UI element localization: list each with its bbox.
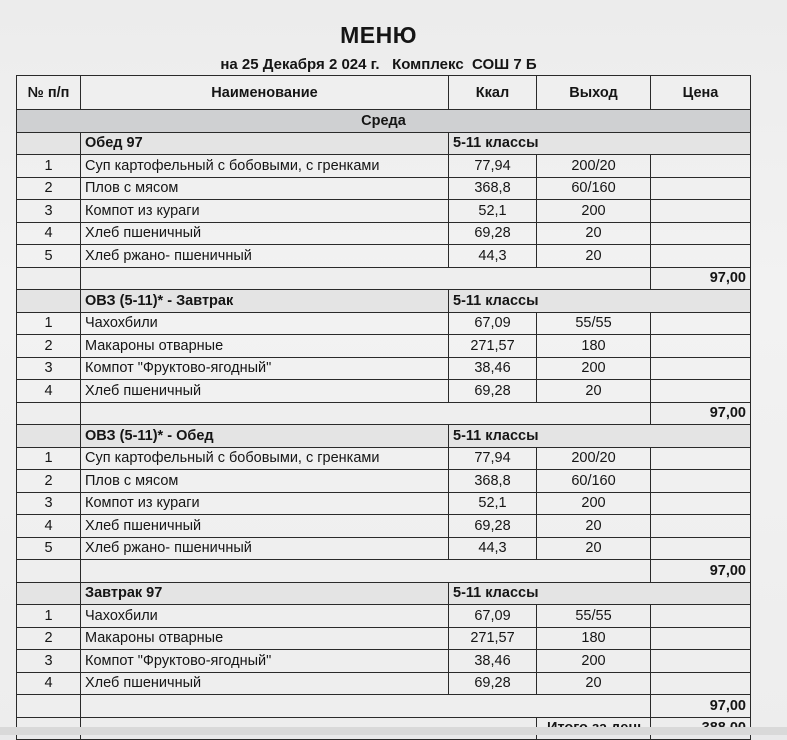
item-name: Хлеб ржано- пшеничный bbox=[81, 245, 449, 268]
page-subtitle: на 25 Декабря 2 024 г. Комплекс СОШ 7 Б bbox=[220, 56, 537, 73]
item-kcal: 67,09 bbox=[449, 312, 537, 335]
item-num: 3 bbox=[17, 650, 81, 673]
section-total-row bbox=[17, 402, 751, 425]
item-yield: 180 bbox=[537, 335, 651, 358]
item-price bbox=[651, 605, 751, 628]
table-row bbox=[17, 627, 751, 650]
item-price bbox=[651, 380, 751, 403]
table-row bbox=[17, 335, 751, 358]
item-name: Хлеб ржано- пшеничный bbox=[81, 537, 449, 560]
item-num: 4 bbox=[17, 222, 81, 245]
item-num: 2 bbox=[17, 177, 81, 200]
item-yield: 200 bbox=[537, 492, 651, 515]
table-row bbox=[17, 245, 751, 268]
section-num-empty bbox=[17, 425, 81, 448]
total-empty-name bbox=[81, 695, 651, 718]
item-num: 1 bbox=[17, 155, 81, 178]
item-price bbox=[651, 447, 751, 470]
section-num-empty bbox=[17, 132, 81, 155]
total-empty-num bbox=[17, 267, 81, 290]
item-yield: 20 bbox=[537, 672, 651, 695]
section-total: 97,00 bbox=[651, 267, 751, 290]
item-yield: 200 bbox=[537, 357, 651, 380]
section-total: 97,00 bbox=[651, 560, 751, 583]
item-name: Хлеб пшеничный bbox=[81, 672, 449, 695]
table-row bbox=[17, 200, 751, 223]
total-empty-name bbox=[81, 560, 651, 583]
total-empty-name bbox=[81, 267, 651, 290]
item-kcal: 44,3 bbox=[449, 245, 537, 268]
item-price bbox=[651, 312, 751, 335]
total-empty-num bbox=[17, 402, 81, 425]
item-name: Компот из кураги bbox=[81, 492, 449, 515]
item-kcal: 38,46 bbox=[449, 357, 537, 380]
item-name: Макароны отварные bbox=[81, 627, 449, 650]
item-kcal: 67,09 bbox=[449, 605, 537, 628]
table-row bbox=[17, 177, 751, 200]
item-kcal: 69,28 bbox=[449, 380, 537, 403]
section-total-row bbox=[17, 560, 751, 583]
total-empty-name bbox=[81, 402, 651, 425]
table-row bbox=[17, 605, 751, 628]
item-price bbox=[651, 177, 751, 200]
table-row bbox=[17, 672, 751, 695]
item-num: 3 bbox=[17, 357, 81, 380]
item-num: 2 bbox=[17, 470, 81, 493]
item-price bbox=[651, 470, 751, 493]
item-kcal: 77,94 bbox=[449, 447, 537, 470]
table-row bbox=[17, 222, 751, 245]
item-num: 1 bbox=[17, 447, 81, 470]
item-yield: 20 bbox=[537, 537, 651, 560]
section-total: 97,00 bbox=[651, 402, 751, 425]
item-num: 4 bbox=[17, 380, 81, 403]
item-num: 3 bbox=[17, 492, 81, 515]
item-kcal: 52,1 bbox=[449, 200, 537, 223]
item-kcal: 77,94 bbox=[449, 155, 537, 178]
table-row bbox=[17, 537, 751, 560]
item-price bbox=[651, 222, 751, 245]
day-row bbox=[17, 110, 751, 133]
item-yield: 20 bbox=[537, 222, 651, 245]
item-name: Чахохбили bbox=[81, 312, 449, 335]
item-yield: 55/55 bbox=[537, 312, 651, 335]
item-yield: 180 bbox=[537, 627, 651, 650]
table-header-row bbox=[17, 76, 751, 110]
item-name: Хлеб пшеничный bbox=[81, 380, 449, 403]
section-num-empty bbox=[17, 582, 81, 605]
header-name: Наименование bbox=[81, 76, 449, 110]
total-empty-num bbox=[17, 560, 81, 583]
section-header-row bbox=[17, 290, 751, 313]
item-name: Плов с мясом bbox=[81, 470, 449, 493]
item-yield: 20 bbox=[537, 380, 651, 403]
table-row bbox=[17, 515, 751, 538]
section-grade: 5-11 классы bbox=[449, 425, 751, 448]
item-num: 5 bbox=[17, 537, 81, 560]
item-price bbox=[651, 245, 751, 268]
item-yield: 20 bbox=[537, 245, 651, 268]
item-name: Хлеб пшеничный bbox=[81, 515, 449, 538]
item-kcal: 52,1 bbox=[449, 492, 537, 515]
section-grade: 5-11 классы bbox=[449, 290, 751, 313]
section-grade: 5-11 классы bbox=[449, 582, 751, 605]
menu-body bbox=[17, 110, 751, 740]
item-yield: 60/160 bbox=[537, 470, 651, 493]
table-row bbox=[17, 312, 751, 335]
item-kcal: 271,57 bbox=[449, 627, 537, 650]
section-num-empty bbox=[17, 290, 81, 313]
item-price bbox=[651, 627, 751, 650]
section-total: 97,00 bbox=[651, 695, 751, 718]
table-row bbox=[17, 447, 751, 470]
item-yield: 200/20 bbox=[537, 447, 651, 470]
item-yield: 200 bbox=[537, 650, 651, 673]
item-num: 3 bbox=[17, 200, 81, 223]
item-name: Суп картофельный с бобовыми, с гренками bbox=[81, 447, 449, 470]
item-price bbox=[651, 200, 751, 223]
section-title: ОВЗ (5-11)* - Обед bbox=[81, 425, 449, 448]
item-name: Чахохбили bbox=[81, 605, 449, 628]
item-price bbox=[651, 155, 751, 178]
section-header-row bbox=[17, 132, 751, 155]
item-kcal: 368,8 bbox=[449, 177, 537, 200]
item-yield: 200 bbox=[537, 200, 651, 223]
item-price bbox=[651, 335, 751, 358]
item-name: Плов с мясом bbox=[81, 177, 449, 200]
item-price bbox=[651, 357, 751, 380]
section-grade: 5-11 классы bbox=[449, 132, 751, 155]
menu-table bbox=[16, 75, 751, 740]
item-name: Компот "Фруктово-ягодный" bbox=[81, 357, 449, 380]
total-empty-num bbox=[17, 695, 81, 718]
item-price bbox=[651, 537, 751, 560]
table-row bbox=[17, 492, 751, 515]
header-price: Цена bbox=[651, 76, 751, 110]
item-name: Хлеб пшеничный bbox=[81, 222, 449, 245]
section-title: Завтрак 97 bbox=[81, 582, 449, 605]
section-total-row bbox=[17, 267, 751, 290]
item-yield: 55/55 bbox=[537, 605, 651, 628]
item-kcal: 69,28 bbox=[449, 515, 537, 538]
item-num: 1 bbox=[17, 312, 81, 335]
section-title: ОВЗ (5-11)* - Завтрак bbox=[81, 290, 449, 313]
item-price bbox=[651, 492, 751, 515]
item-name: Компот из кураги bbox=[81, 200, 449, 223]
item-yield: 60/160 bbox=[537, 177, 651, 200]
section-header-row bbox=[17, 425, 751, 448]
item-kcal: 69,28 bbox=[449, 222, 537, 245]
table-row bbox=[17, 650, 751, 673]
item-kcal: 368,8 bbox=[449, 470, 537, 493]
item-num: 2 bbox=[17, 335, 81, 358]
item-price bbox=[651, 515, 751, 538]
page-bottom-edge bbox=[0, 727, 787, 735]
table-row bbox=[17, 470, 751, 493]
item-name: Макароны отварные bbox=[81, 335, 449, 358]
item-num: 1 bbox=[17, 605, 81, 628]
header-yield: Выход bbox=[537, 76, 651, 110]
item-num: 2 bbox=[17, 627, 81, 650]
table-row bbox=[17, 357, 751, 380]
item-kcal: 38,46 bbox=[449, 650, 537, 673]
table-row bbox=[17, 155, 751, 178]
header-num: № п/п bbox=[17, 76, 81, 110]
day-label: Среда bbox=[17, 110, 751, 133]
item-kcal: 44,3 bbox=[449, 537, 537, 560]
item-kcal: 271,57 bbox=[449, 335, 537, 358]
section-header-row bbox=[17, 582, 751, 605]
page-title: МЕНЮ bbox=[340, 22, 417, 48]
item-price bbox=[651, 650, 751, 673]
item-yield: 20 bbox=[537, 515, 651, 538]
header-kcal: Ккал bbox=[449, 76, 537, 110]
item-yield: 200/20 bbox=[537, 155, 651, 178]
item-name: Суп картофельный с бобовыми, с гренками bbox=[81, 155, 449, 178]
section-total-row bbox=[17, 695, 751, 718]
item-num: 4 bbox=[17, 672, 81, 695]
item-name: Компот "Фруктово-ягодный" bbox=[81, 650, 449, 673]
item-kcal: 69,28 bbox=[449, 672, 537, 695]
section-title: Обед 97 bbox=[81, 132, 449, 155]
item-num: 4 bbox=[17, 515, 81, 538]
item-price bbox=[651, 672, 751, 695]
table-row bbox=[17, 380, 751, 403]
item-num: 5 bbox=[17, 245, 81, 268]
